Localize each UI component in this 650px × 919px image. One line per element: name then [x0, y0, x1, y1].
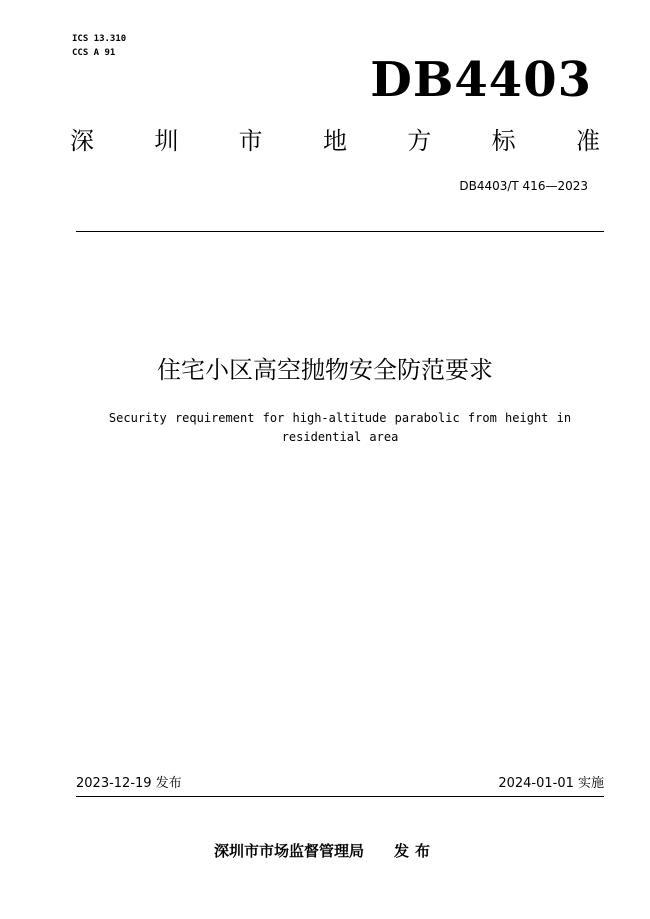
standard-type-char: 深 — [70, 127, 94, 155]
bottom-divider — [76, 796, 604, 797]
standard-type-char: 标 — [491, 127, 516, 155]
issue-date: 2023-12-19 发布 — [76, 776, 182, 791]
issue-label: 发布 — [394, 842, 437, 860]
standard-type-char: 地 — [322, 127, 347, 155]
english-title — [90, 409, 590, 447]
english-title-line: residential area — [281, 430, 399, 444]
ccs-code: CCS A 91 — [72, 48, 116, 58]
standard-type-char: 市 — [238, 127, 263, 155]
publisher-name: 深圳市市场监督管理局 — [213, 842, 364, 860]
english-title-line: Security requirement for high-altitude parabolic from height in — [108, 411, 572, 425]
classification-codes — [72, 32, 126, 60]
publisher-line — [0, 840, 650, 862]
chinese-title: 住宅小区高空抛物安全防范要求 — [157, 356, 493, 384]
implement-date: 2024-01-01 实施 — [498, 776, 604, 791]
standard-type-char: 准 — [575, 127, 600, 155]
standard-type-char: 方 — [407, 127, 432, 155]
standard-type-char: 圳 — [154, 127, 179, 155]
standard-code: DB4403 — [370, 52, 592, 108]
ics-code: ICS 13.310 — [72, 34, 127, 44]
standard-number: DB4403/T 416—2023 — [459, 179, 588, 193]
top-divider — [76, 231, 604, 232]
standard-type-heading — [70, 124, 600, 158]
